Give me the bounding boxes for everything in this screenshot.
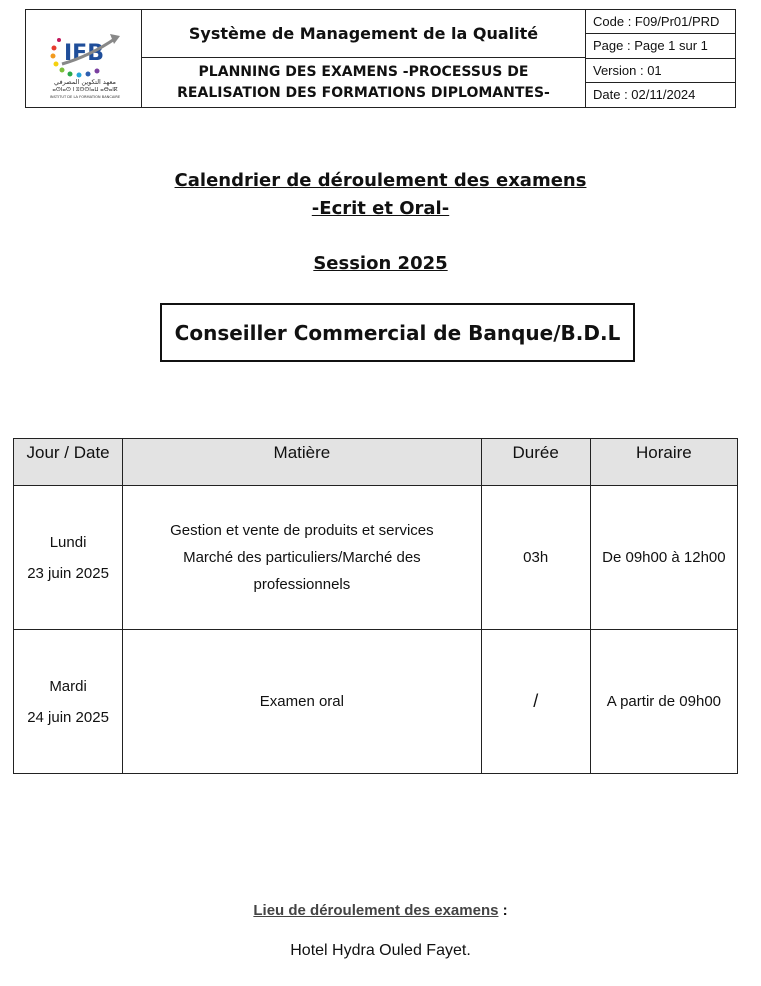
logo-subtitle: INSTITUT DE LA FORMATION BANCAIRE xyxy=(49,95,121,99)
subject-line: Marché des particuliers/Marché des xyxy=(183,549,421,566)
date-label: 23 juin 2025 xyxy=(27,564,109,582)
logo-arabic: معهد التكوين المصرفي xyxy=(54,78,116,86)
doc-version: Version : 01 xyxy=(586,59,735,83)
column-header-duration: Durée xyxy=(481,439,590,486)
schedule-cell: De 09h00 à 12h00 xyxy=(590,486,737,630)
date-cell xyxy=(14,486,123,630)
table-row xyxy=(14,486,738,630)
doc-date: Date : 02/11/2024 xyxy=(593,87,696,103)
exam-schedule-table xyxy=(13,438,738,774)
document-title xyxy=(142,58,585,107)
date-label: 24 juin 2025 xyxy=(27,708,109,726)
title-cell xyxy=(142,10,586,107)
subject-cell xyxy=(123,486,481,630)
logo-text: IFB xyxy=(64,41,104,66)
logo-tifinagh: ⴰⵙⵏⴰⵙ ⵏ ⵓⵙⵙⵏⴰⵡ ⴰⴱⴰⵏⴽ xyxy=(52,87,118,93)
logo-cell xyxy=(26,10,142,107)
document-header xyxy=(25,9,736,108)
doc-code: Code : F09/Pr01/PRD xyxy=(586,10,735,34)
column-header-schedule: Horaire xyxy=(590,439,737,486)
document-meta xyxy=(586,10,735,107)
ifb-logo xyxy=(40,20,130,100)
calendar-subtitle: -Ecrit et Oral- xyxy=(311,198,450,219)
subject-line: professionnels xyxy=(253,576,351,593)
system-title: Système de Management de la Qualité xyxy=(142,10,585,58)
location-colon: : xyxy=(498,902,508,919)
session-title: Session 2025 xyxy=(313,253,448,274)
duration-cell: / xyxy=(481,630,590,774)
subject-line: Examen oral xyxy=(259,693,344,710)
table-row xyxy=(14,630,738,774)
program-title: Conseiller Commercial de Banque/B.D.L xyxy=(160,303,635,362)
location-heading xyxy=(0,902,761,919)
day-label: Mardi xyxy=(49,677,87,695)
doc-page: Page : Page 1 sur 1 xyxy=(586,34,735,58)
document-title-line2: REALISATION DES FORMATIONS DIPLOMANTES- xyxy=(177,84,550,101)
day-label: Lundi xyxy=(49,533,87,551)
table-header-row xyxy=(14,439,738,486)
location-label: Lieu de déroulement des examens xyxy=(253,902,499,919)
subject-line: Gestion et vente de produits et services xyxy=(170,522,434,539)
calendar-title: Calendrier de déroulement des examens xyxy=(174,170,587,191)
subject-cell xyxy=(123,630,481,774)
date-cell xyxy=(14,630,123,774)
column-header-date: Jour / Date xyxy=(14,439,123,486)
document-title-line1: PLANNING DES EXAMENS -PROCESSUS DE xyxy=(198,63,529,80)
duration-cell: 03h xyxy=(481,486,590,630)
location-value: Hotel Hydra Ouled Fayet. xyxy=(290,942,471,959)
column-header-subject: Matière xyxy=(123,439,481,486)
schedule-cell: A partir de 09h00 xyxy=(590,630,737,774)
